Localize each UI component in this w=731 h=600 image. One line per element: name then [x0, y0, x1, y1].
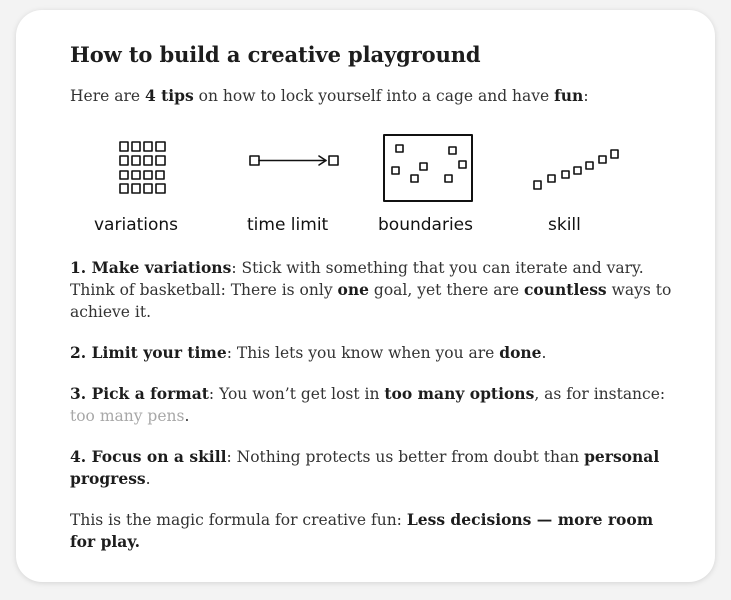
tip-text: : Stick with something that you can iterate and vary. Think of basketball: There is only	[70, 259, 644, 299]
closing-bold: Less decisions — more room for play.	[70, 510, 654, 551]
tip-text: goal, yet there are	[369, 281, 524, 299]
tip-1-title: 1. Make variations	[70, 258, 232, 277]
tip-2-title: 2. Limit your time	[70, 343, 227, 362]
tip-4	[70, 446, 675, 490]
tip-bold: personal progress	[70, 447, 660, 488]
tip-bold: too many options	[384, 384, 535, 403]
tip-text: .	[184, 407, 190, 425]
tip-1	[70, 257, 675, 323]
tip-text: ways to achieve it.	[70, 281, 672, 321]
tip-3	[70, 383, 675, 427]
label-skill: skill	[548, 215, 581, 235]
label-time-limit: time limit	[247, 215, 329, 235]
variations-grid-icon	[120, 142, 165, 193]
intro-text: :	[583, 87, 589, 105]
tip-2	[70, 342, 675, 364]
tip-text: : You won’t get lost in	[208, 385, 385, 403]
page-title: How to build a creative playground	[70, 42, 481, 67]
tips-illustration	[54, 133, 654, 243]
tip-text: : This lets you know when you are	[226, 344, 500, 362]
tip-text: : Nothing protects us better from doubt than	[226, 448, 585, 466]
tip-3-title: 3. Pick a format	[70, 384, 209, 403]
label-variations: variations	[94, 215, 179, 235]
closing-paragraph	[70, 509, 675, 553]
skill-icon	[534, 150, 618, 189]
tip-muted-example: too many pens	[70, 407, 185, 425]
tip-bold: one	[337, 280, 369, 299]
tip-text: , as for instance:	[534, 385, 666, 403]
intro-bold-fun: fun	[554, 86, 584, 105]
boundaries-icon	[384, 135, 472, 201]
intro-paragraph	[70, 85, 675, 107]
closing-text: This is the magic formula for creative fun:	[70, 511, 407, 529]
tip-text: .	[541, 344, 547, 362]
tip-text: .	[145, 470, 151, 488]
time-limit-icon	[250, 156, 338, 165]
tip-bold: countless	[523, 280, 607, 299]
intro-bold-tips: 4 tips	[144, 86, 194, 105]
label-boundaries: boundaries	[378, 215, 473, 235]
article-card	[16, 10, 715, 582]
tip-bold: done	[499, 343, 542, 362]
intro-text: on how to lock yourself into a cage and have	[193, 87, 555, 105]
tip-4-title: 4. Focus on a skill	[70, 447, 227, 466]
intro-text: Here are	[70, 87, 145, 105]
